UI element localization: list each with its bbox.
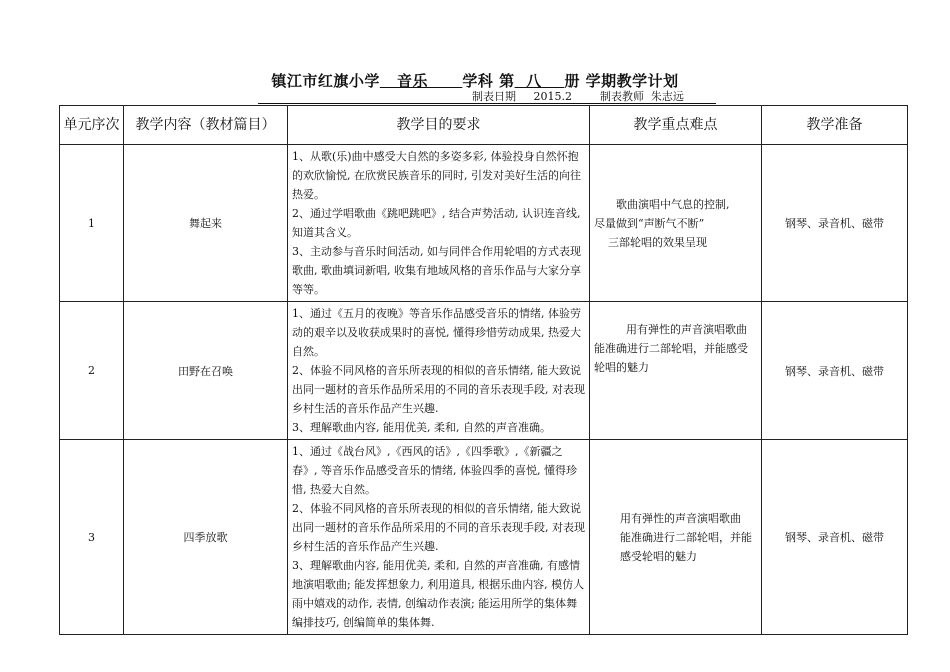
goal-item: 2、体验不同风格的音乐所表现的相似的音乐情绪, 能大致说出同一题材的音乐作品所采用的不同的音乐表现手段, 对表现乡村生活的音乐作品产生兴趣. [292,502,585,553]
unit-name: 田野在召唤 [124,302,288,440]
title-suffix: 册 学期教学计划 [564,72,679,90]
subject-field: 音乐 [397,72,429,90]
goal-item: 2、通过学唱歌曲《跳吧跳吧》, 结合声势活动, 认识连音线, 知道其含义。 [292,207,581,239]
goals-cell [288,302,590,440]
goals-cell [288,440,590,635]
key-points-cell [590,302,762,440]
date-teacher-info: 制表日期 2015.2 制表教师 朱志远 [472,90,684,103]
goal-item: 3、理解歌曲内容, 能用优美, 柔和, 自然的声音准确, 有感情地演唱歌曲; 能发挥想象力, 利用道具, 根据乐曲内容, 模仿人雨中嬉戏的动作, 表情, 创编动作表演; 能运用所学的集体舞编排技巧, 创编简单的集体舞. [292,559,585,629]
key-point: 用有弹性的声音演唱歌曲 [626,323,747,336]
teaching-plan-table [59,105,908,635]
key-point: 能准确进行二部轮唱，并能感受轮唱的魅力 [594,342,748,374]
goal-item: 1、通过《战台风》,《西风的话》,《四季歌》,《新疆之春》, 等音乐作品感受音乐的情绪, 体验四季的喜悦, 懂得珍惜, 热爱大自然。 [292,445,577,496]
title-prefix: 镇江市红旗小学 [271,72,380,90]
volume-field: 八 [526,72,542,90]
header-row [60,106,908,145]
table-row [60,145,908,302]
key-point: 能准确进行二部轮唱，并能感受轮唱的魅力 [620,530,752,563]
prep-cell: 钢琴、录音机、磁带 [762,145,908,302]
header-key: 教学重点难点 [590,106,762,145]
unit-name: 四季放歌 [124,440,288,635]
goal-item: 3、理解歌曲内容, 能用优美, 柔和, 自然的声音准确。 [292,421,551,434]
unit-number: 1 [60,145,124,302]
prep-cell: 钢琴、录音机、磁带 [762,302,908,440]
key-points-cell [590,440,762,635]
goal-item: 2、体验不同风格的音乐所表现的相似的音乐情绪, 能大致说出同一题材的音乐作品所采用的不同的音乐表现手段, 对表现乡村生活的音乐作品产生兴趣. [292,364,585,415]
header-prep: 教学准备 [762,106,908,145]
header-unit: 单元序次 [60,106,124,145]
table-row [60,440,908,635]
goal-item: 3、主动参与音乐时间活动, 如与同伴合作用轮唱的方式表现歌曲, 歌曲填词新唱, 收集有地域风格的音乐作品与大家分享等等。 [292,245,581,296]
info-line [258,90,716,104]
table-row [60,302,908,440]
page-title [0,70,950,91]
key-point: 尽量做到“声断气不断” [594,216,705,230]
goal-item: 1、通过《五月的夜晚》等音乐作品感受音乐的情绪, 体验劳动的艰辛以及收获成果时的喜悦, 懂得珍惜劳动成果, 热爱大自然。 [292,307,581,358]
header-content: 教学内容（教材篇目） [124,106,288,145]
key-point: 用有弹性的声音演唱歌曲 [620,511,741,525]
header-goals: 教学目的要求 [288,106,590,145]
goal-item: 1、从歌(乐)曲中感受大自然的多姿多彩, 体验投身自然怀抱的欢欣愉悦, 在欣赏民族音乐的同时, 引发对美好生活的向往热爱。 [292,150,581,201]
key-point: 三部轮唱的效果呈现 [608,235,707,249]
key-point: 歌曲演唱中气息的控制, [616,197,730,211]
goals-cell [288,145,590,302]
unit-number: 2 [60,302,124,440]
key-points-cell [590,145,762,302]
unit-number: 3 [60,440,124,635]
title-mid: 学科 第 [462,72,515,90]
unit-name: 舞起来 [124,145,288,302]
prep-cell: 钢琴、录音机、磁带 [762,440,908,635]
